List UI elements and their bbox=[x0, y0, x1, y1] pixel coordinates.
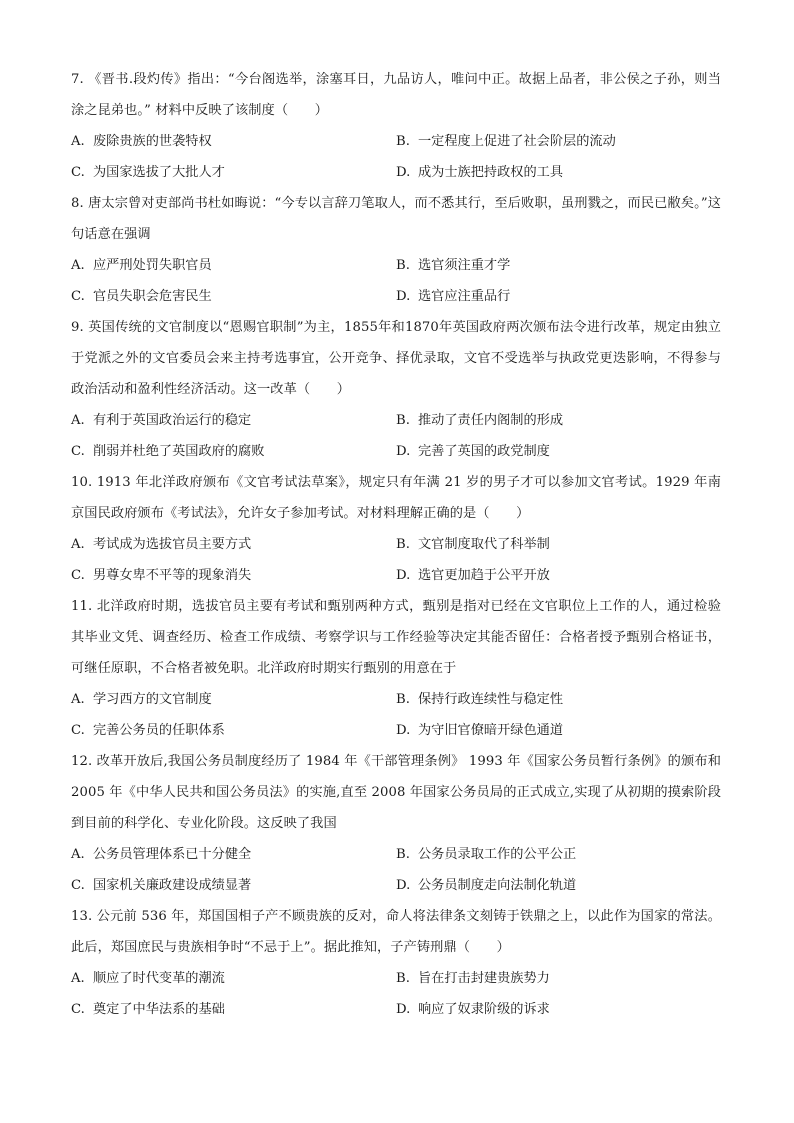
question-stem: 7. 《晋书.段灼传》指出：“今台阁选举，涂塞耳日，九品访人，唯问中正。故据上品者，非公侯之子孙，则当涂之昆弟也。” 材料中反映了该制度（ ） bbox=[71, 72, 721, 118]
option-letter: B. bbox=[396, 692, 410, 707]
option-text: 考试成为选拔官员主要方式 bbox=[93, 537, 252, 552]
option-c bbox=[71, 994, 396, 1025]
question-7 bbox=[71, 64, 721, 188]
option-letter: B. bbox=[396, 258, 410, 273]
option-a bbox=[71, 839, 396, 870]
option-text: 国家机关廉政建设成绩显著 bbox=[93, 878, 252, 893]
option-a bbox=[71, 126, 396, 157]
option-text: 成为士族把持政权的工具 bbox=[418, 165, 564, 180]
option-d bbox=[396, 870, 721, 901]
option-letter: C. bbox=[71, 878, 85, 893]
option-text: 保持行政连续性与稳定性 bbox=[418, 692, 564, 707]
option-b bbox=[396, 250, 721, 281]
option-d bbox=[396, 560, 721, 591]
option-c bbox=[71, 281, 396, 312]
option-text: 有利于英国政治运行的稳定 bbox=[93, 413, 252, 428]
question-13 bbox=[71, 901, 721, 1025]
option-grid bbox=[71, 963, 721, 1025]
option-letter: D. bbox=[396, 878, 411, 893]
option-text: 响应了奴隶阶级的诉求 bbox=[418, 1002, 550, 1017]
question-8 bbox=[71, 188, 721, 312]
option-c bbox=[71, 436, 396, 467]
question-9 bbox=[71, 312, 721, 467]
question-stem: 11. 北洋政府时期，选拔官员主要有考试和甄别两种方式，甄别是指对已经在文官职位上工作的人，通过检验其毕业文凭、调查经历、检查工作成绩、考察学识与工作经验等决定其能否留任：合格者授予甄别合格证书，可继任原职，不合格者被免职。北洋政府时期实行甄别的用意在于 bbox=[71, 599, 721, 676]
option-text: 削弱并杜绝了英国政府的腐败 bbox=[93, 444, 265, 459]
question-12 bbox=[71, 746, 721, 901]
option-text: 推动了责任内阁制的形成 bbox=[418, 413, 564, 428]
option-a bbox=[71, 963, 396, 994]
option-text: 应严刑处罚失职官员 bbox=[93, 258, 212, 273]
option-text: 男尊女卑不平等的现象消失 bbox=[93, 568, 252, 583]
option-grid bbox=[71, 529, 721, 591]
option-d bbox=[396, 281, 721, 312]
option-letter: B. bbox=[396, 537, 410, 552]
option-letter: C. bbox=[71, 289, 85, 304]
option-c bbox=[71, 560, 396, 591]
question-stem: 10. 1913 年北洋政府颁布《文官考试法草案》，规定只有年满 21 岁的男子才可以参加文官考试。1929 年南京国民政府颁布《考试法》，允许女子参加考试。对材料理解正确的是（ ） bbox=[71, 475, 721, 521]
option-text: 完善了英国的政党制度 bbox=[418, 444, 550, 459]
option-text: 公务员管理体系已十分健全 bbox=[93, 847, 252, 862]
option-letter: C. bbox=[71, 165, 85, 180]
option-text: 旨在打击封建贵族势力 bbox=[418, 971, 550, 986]
option-text: 顺应了时代变革的潮流 bbox=[93, 971, 225, 986]
option-text: 选官更加趋于公平开放 bbox=[418, 568, 550, 583]
option-letter: A. bbox=[71, 537, 85, 552]
option-c bbox=[71, 157, 396, 188]
question-stem: 12. 改革开放后,我国公务员制度经历了 1984 年《干部管理条例》 1993 年《国家公务员暂行条例》的颁布和 2005 年《中华人民共和国公务员法》的实施,直至 2008 年国家公务员局的正式成立,实现了从初期的摸索阶段到目前的科学化、专业化阶段。这反映了我国 bbox=[71, 754, 721, 831]
option-letter: C. bbox=[71, 723, 85, 738]
option-letter: C. bbox=[71, 568, 85, 583]
option-a bbox=[71, 684, 396, 715]
option-text: 选官应注重品行 bbox=[418, 289, 511, 304]
option-letter: D. bbox=[396, 723, 411, 738]
option-letter: A. bbox=[71, 413, 85, 428]
option-text: 为守旧官僚暗开绿色通道 bbox=[418, 723, 564, 738]
option-letter: B. bbox=[396, 413, 410, 428]
option-letter: B. bbox=[396, 847, 410, 862]
option-d bbox=[396, 715, 721, 746]
option-grid bbox=[71, 250, 721, 312]
option-text: 文官制度取代了科举制 bbox=[418, 537, 550, 552]
option-letter: D. bbox=[396, 165, 411, 180]
option-text: 公务员录取工作的公平公正 bbox=[418, 847, 577, 862]
option-a bbox=[71, 529, 396, 560]
option-letter: A. bbox=[71, 258, 85, 273]
option-letter: A. bbox=[71, 847, 85, 862]
option-d bbox=[396, 157, 721, 188]
question-stem: 13. 公元前 536 年，郑国国相子产不顾贵族的反对，命人将法律条文刻铸于铁鼎之上，以此作为国家的常法。此后，郑国庶民与贵族相争时“不忌于上”。据此推知，子产铸刑鼎（ ） bbox=[71, 909, 721, 955]
question-stem: 9. 英国传统的文官制度以“恩赐官职制”为主，1855年和1870年英国政府两次颁布法令进行改革，规定由独立于党派之外的文官委员会来主持考选事宜，公开竞争、择优录取，文官不受选举与执政党更迭影响，不得参与政治活动和盈利性经济活动。这一改革（ ） bbox=[71, 320, 721, 397]
option-a bbox=[71, 250, 396, 281]
option-b bbox=[396, 529, 721, 560]
option-c bbox=[71, 715, 396, 746]
option-b bbox=[396, 963, 721, 994]
option-grid bbox=[71, 126, 721, 188]
option-grid bbox=[71, 839, 721, 901]
option-text: 官员失职会危害民生 bbox=[93, 289, 212, 304]
option-letter: C. bbox=[71, 444, 85, 459]
option-b bbox=[396, 839, 721, 870]
option-text: 为国家选拔了大批人才 bbox=[93, 165, 225, 180]
option-text: 选官须注重才学 bbox=[418, 258, 511, 273]
option-text: 公务员制度走向法制化轨道 bbox=[418, 878, 577, 893]
option-text: 学习西方的文官制度 bbox=[93, 692, 212, 707]
option-c bbox=[71, 870, 396, 901]
option-b bbox=[396, 405, 721, 436]
option-letter: D. bbox=[396, 568, 411, 583]
option-letter: C. bbox=[71, 1002, 85, 1017]
exam-page bbox=[71, 64, 721, 1025]
question-stem: 8. 唐太宗曾对吏部尚书杜如晦说：“今专以言辞刀笔取人，而不悉其行，至后败职，虽刑戮之，而民已敝矣。”这句话意在强调 bbox=[71, 196, 721, 242]
option-letter: A. bbox=[71, 692, 85, 707]
option-letter: D. bbox=[396, 1002, 411, 1017]
option-d bbox=[396, 994, 721, 1025]
option-grid bbox=[71, 405, 721, 467]
option-letter: B. bbox=[396, 971, 410, 986]
option-text: 完善公务员的任职体系 bbox=[93, 723, 225, 738]
option-letter: A. bbox=[71, 971, 85, 986]
option-letter: A. bbox=[71, 134, 85, 149]
option-d bbox=[396, 436, 721, 467]
option-b bbox=[396, 684, 721, 715]
option-letter: D. bbox=[396, 289, 411, 304]
question-10 bbox=[71, 467, 721, 591]
option-text: 一定程度上促进了社会阶层的流动 bbox=[418, 134, 616, 149]
question-11 bbox=[71, 591, 721, 746]
option-grid bbox=[71, 684, 721, 746]
option-text: 奠定了中华法系的基础 bbox=[93, 1002, 225, 1017]
option-b bbox=[396, 126, 721, 157]
option-text: 废除贵族的世袭特权 bbox=[93, 134, 212, 149]
option-letter: D. bbox=[396, 444, 411, 459]
option-a bbox=[71, 405, 396, 436]
option-letter: B. bbox=[396, 134, 410, 149]
